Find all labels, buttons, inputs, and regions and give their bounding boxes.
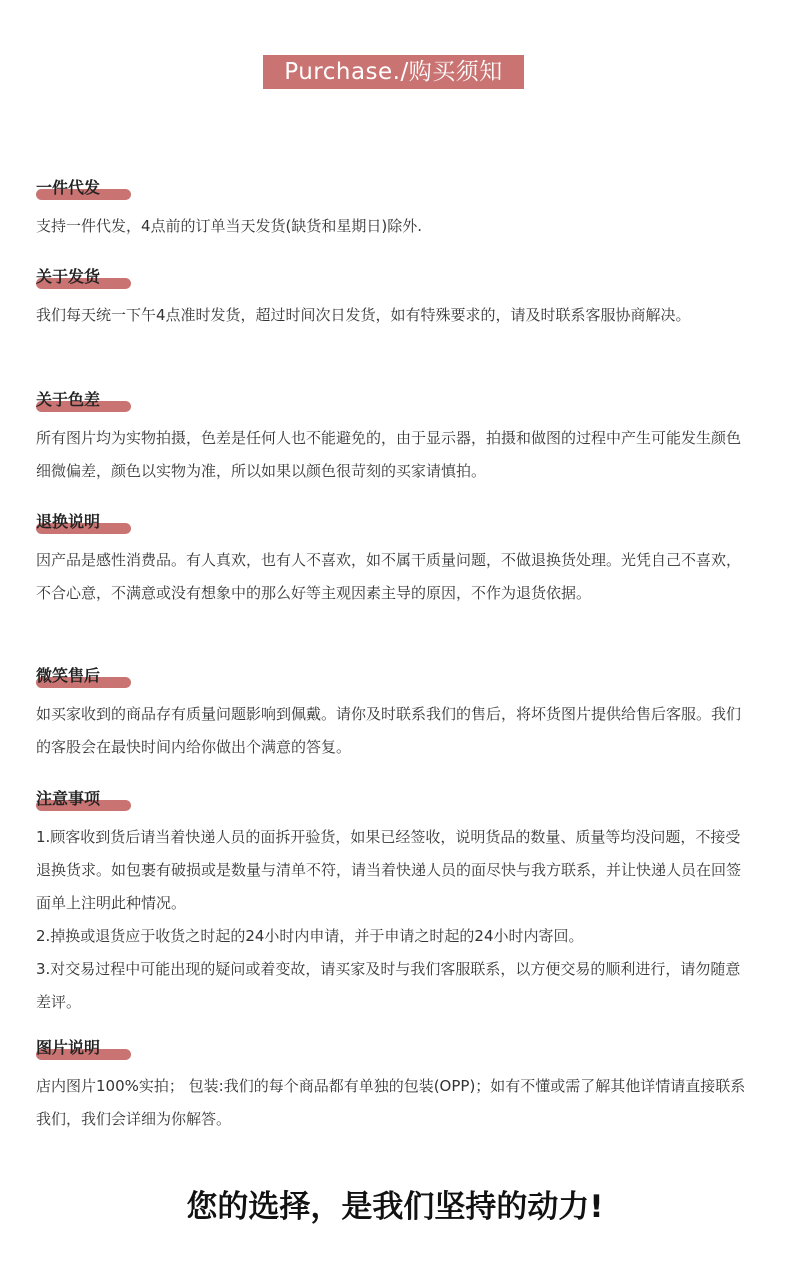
paragraph: 如买家收到的商品存有质量问题影响到佩戴。请你及时联系我们的售后，将坏货图片提供给售后客服。我们的客股会在最快时间内给你做出个满意的答复。 — [36, 705, 742, 756]
section-body — [36, 1070, 750, 1136]
section-body — [36, 422, 750, 488]
section-heading — [36, 267, 100, 289]
paragraph: 支持一件代发，4点前的订单当天发货(缺货和星期日)除外. — [36, 217, 423, 235]
section-return-policy — [36, 512, 750, 610]
section-body — [36, 210, 750, 243]
paragraph: 3.对交易过程中可能出现的疑问或着变故，请买家及时与我们客服联系，以方便交易的顺利进行，请勿随意差评。 — [36, 960, 741, 1011]
section-heading — [36, 512, 100, 534]
section-photo-notes — [36, 1038, 750, 1136]
section-heading — [36, 178, 100, 200]
section-dropshipping — [36, 178, 750, 243]
paragraph: 店内图片100%实拍； 包装:我们的每个商品都有单独的包装(OPP)；如有不懂或需了解其他详情请直接联系我们，我们会详细为你解答。 — [36, 1077, 746, 1128]
page-title-banner: Purchase./购买须知 — [263, 55, 524, 89]
section-body — [36, 821, 750, 1019]
section-body — [36, 698, 750, 764]
section-title: 注意事项 — [36, 789, 101, 808]
section-color-difference — [36, 390, 750, 488]
paragraph: 2.掉换或退货应于收货之时起的24小时内申请，并于申请之时起的24小时内寄回。 — [36, 927, 584, 945]
section-body — [36, 299, 750, 332]
paragraph: 1.顾客收到货后请当着快递人员的面拆开验货，如果已经签收，说明货品的数量、质量等均没问题，不接受退换货求。如包裹有破损或是数量与清单不符，请当着快递人员的面尽快与我方联系，并让快递人员在回签面单上注明此种情况。 — [36, 828, 742, 912]
section-title: 微笑售后 — [36, 666, 101, 685]
section-title: 一件代发 — [36, 178, 101, 197]
section-title: 图片说明 — [36, 1038, 101, 1057]
section-title: 关于色差 — [36, 390, 101, 409]
section-heading — [36, 1038, 100, 1060]
paragraph: 因产品是感性消费品。有人真欢，也有人不喜欢，如不属干质量问题，不做退换货处理。光凭自己不喜欢，不合心意，不满意或没有想象中的那么好等主观因素主导的原因，不作为退货依据。 — [36, 551, 742, 602]
section-heading — [36, 666, 100, 688]
section-title: 退换说明 — [36, 512, 101, 531]
section-body — [36, 544, 750, 610]
section-shipping — [36, 267, 750, 332]
section-heading — [36, 789, 100, 811]
section-after-sales — [36, 666, 750, 764]
section-heading — [36, 390, 100, 412]
section-title: 关于发货 — [36, 267, 101, 286]
section-notes — [36, 789, 750, 1019]
slogan: 您的选择，是我们坚持的动力! — [186, 1189, 604, 1225]
paragraph: 我们每天统一下午4点准时发货，超过时间次日发货，如有特殊要求的，请及时联系客服协商解决。 — [36, 306, 691, 324]
paragraph: 所有图片均为实物拍摄，色差是任何人也不能避免的，由于显示器，拍摄和做图的过程中产生可能发生颜色细微偏差，颜色以实物为准，所以如果以颜色很苛刻的买家请慎拍。 — [36, 429, 742, 480]
